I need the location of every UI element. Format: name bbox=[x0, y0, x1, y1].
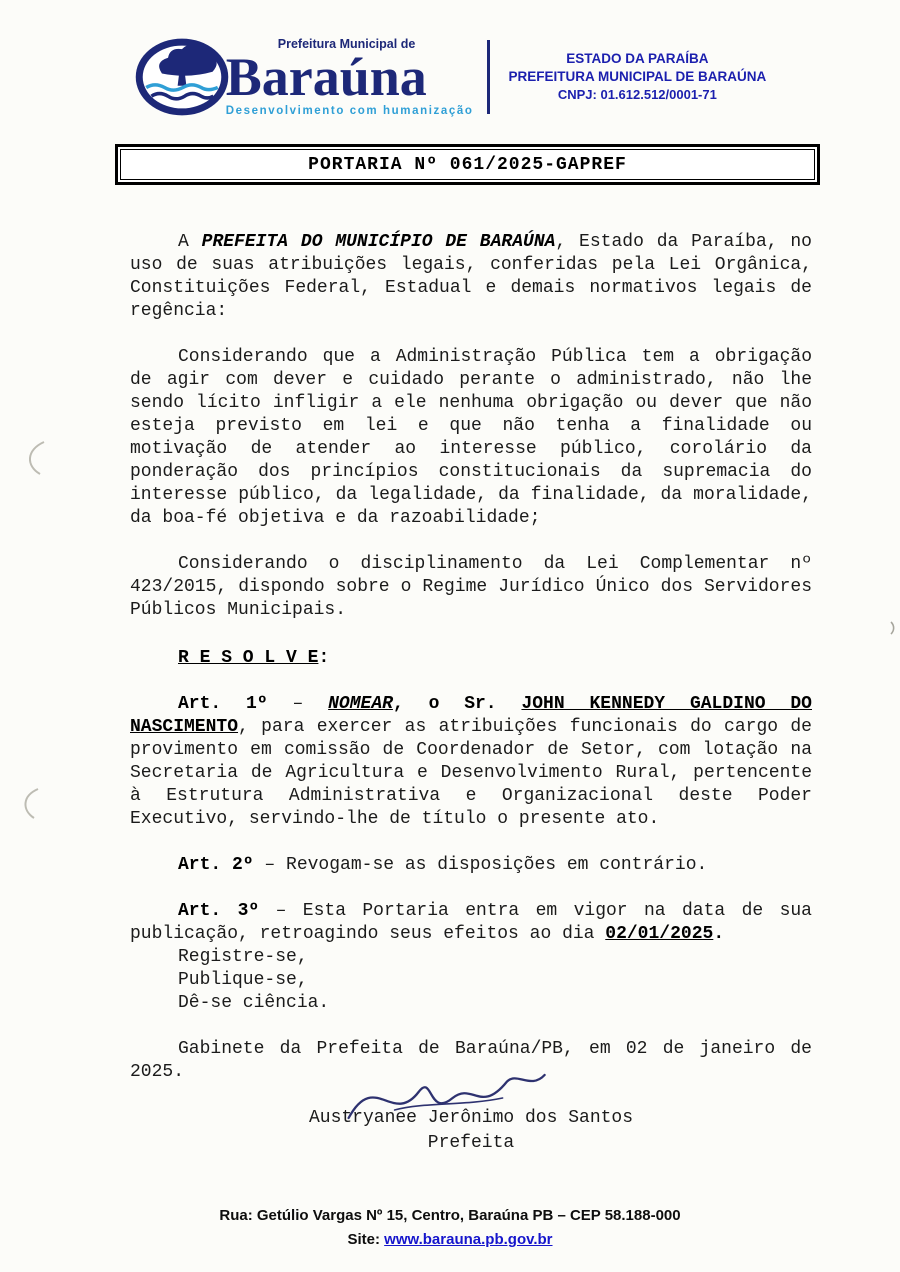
closing-line: Dê-se ciência. bbox=[178, 993, 330, 1013]
logo-small-caption: Prefeitura Municipal de bbox=[277, 37, 416, 51]
resolve-text: R E S O L V E bbox=[178, 648, 319, 668]
signer-role: Prefeita bbox=[427, 1133, 515, 1153]
gabinete-paragraph: Gabinete da Prefeita de Baraúna/PB, em 02 de janeiro de 2025. bbox=[130, 1039, 812, 1082]
nomear-action: NOMEAR bbox=[328, 694, 393, 714]
text-run: – Revogam-se as disposições em contrário. bbox=[253, 855, 708, 875]
article-2-paragraph bbox=[130, 854, 812, 877]
page-footer bbox=[0, 1204, 900, 1252]
closing-formulas bbox=[130, 946, 812, 1015]
resolve-heading bbox=[130, 647, 812, 670]
text-run: – bbox=[267, 694, 329, 714]
tree-emblem-icon bbox=[134, 36, 230, 118]
opening-paragraph bbox=[130, 231, 812, 323]
portaria-title-box-inner bbox=[120, 149, 815, 180]
letterhead-state-block bbox=[504, 50, 766, 104]
state-line: ESTADO DA PARAÍBA bbox=[566, 51, 709, 66]
footer-address: Rua: Getúlio Vargas Nº 15, Centro, Baraúna PB – CEP 58.188-000 bbox=[219, 1207, 681, 1224]
prefeita-title: PREFEITA DO MUNICÍPIO DE BARAÚNA bbox=[201, 232, 556, 252]
resolve-colon: : bbox=[318, 648, 330, 668]
text-run: A bbox=[178, 232, 202, 252]
portaria-title-box bbox=[115, 144, 820, 185]
scan-artifact-arc bbox=[16, 786, 46, 822]
scan-artifact-mark bbox=[888, 620, 898, 636]
closing-line: Publique-se, bbox=[178, 970, 308, 990]
footer-site-label: Site: bbox=[347, 1231, 385, 1248]
footer-site-link[interactable]: www.barauna.pb.gov.br bbox=[384, 1231, 553, 1248]
footer-site-line bbox=[0, 1228, 900, 1252]
scan-artifact-arc bbox=[20, 438, 50, 478]
document-body bbox=[130, 231, 812, 1156]
effective-date: 02/01/2025 bbox=[605, 924, 714, 944]
signature-block bbox=[130, 1106, 812, 1156]
considerando-paragraph-1: Considerando que a Administração Pública tem a obrigação de agir com dever e cuidado perante o administrado, não lhe sendo lícito infligir a ele nenhuma obrigação ou dever que não esteja previsto em lei e que não tenha a finalidade ou motivação de atender ao interesse público, corolário da ponderação dos princípios constitucionais da supremacia do interesse público, da legalidade, da finalidade, da moralidade, da boa-fé objetiva e da razoabilidade; bbox=[130, 347, 812, 528]
article-2-label: Art. 2º bbox=[178, 855, 254, 875]
logo-tagline: Desenvolvimento com humanização bbox=[225, 105, 474, 117]
logo-city-name: Baraúna bbox=[225, 47, 427, 107]
header-divider bbox=[487, 40, 490, 114]
text-run: . bbox=[713, 924, 725, 944]
text-run: , para exercer as atribuições funcionais do cargo de provimento em comissão de Coordenador de Setor, com lotação na Secretaria de Agricultura e Desenvolvimento Rural, pertencente à Estrutura Administrativa e Organizacional deste Poder Executivo, servindo-lhe de título o presente ato. bbox=[130, 717, 812, 829]
article-3-label: Art. 3º bbox=[178, 901, 260, 921]
letterhead bbox=[0, 36, 900, 118]
article-1-paragraph bbox=[130, 693, 812, 831]
text-run: , Estado da Paraíba, no uso de suas atribuições legais, conferidas pela Lei Orgânica, Constituições Federal, Estadual e demais normativos legais de regência: bbox=[130, 232, 812, 321]
portaria-title: PORTARIA Nº 061/2025-GAPREF bbox=[308, 155, 627, 175]
text-run: – Esta Portaria entra em vigor na data de sua publicação, retroagindo seus efeitos ao dia bbox=[130, 901, 812, 944]
signer-name: Austryanee Jerônimo dos Santos bbox=[308, 1108, 634, 1128]
municipal-logo bbox=[134, 36, 474, 118]
municipality-line: PREFEITURA MUNICIPAL DE BARAÚNA bbox=[508, 69, 767, 84]
article-3-paragraph bbox=[130, 900, 812, 946]
logo-text bbox=[226, 37, 474, 117]
closing-line: Registre-se, bbox=[178, 947, 308, 967]
considerando-paragraph-2: Considerando o disciplinamento da Lei Complementar nº 423/2015, dispondo sobre o Regime Jurídico Único dos Servidores Públicos Municipais. bbox=[130, 554, 812, 620]
article-1-label: Art. 1º bbox=[178, 694, 268, 714]
text-run: , o Sr. bbox=[392, 694, 522, 714]
nominee-name: JOHN KENNEDY GALDINO DO NASCIMENTO bbox=[130, 694, 812, 737]
cnpj-line: CNPJ: 01.612.512/0001-71 bbox=[557, 87, 717, 102]
